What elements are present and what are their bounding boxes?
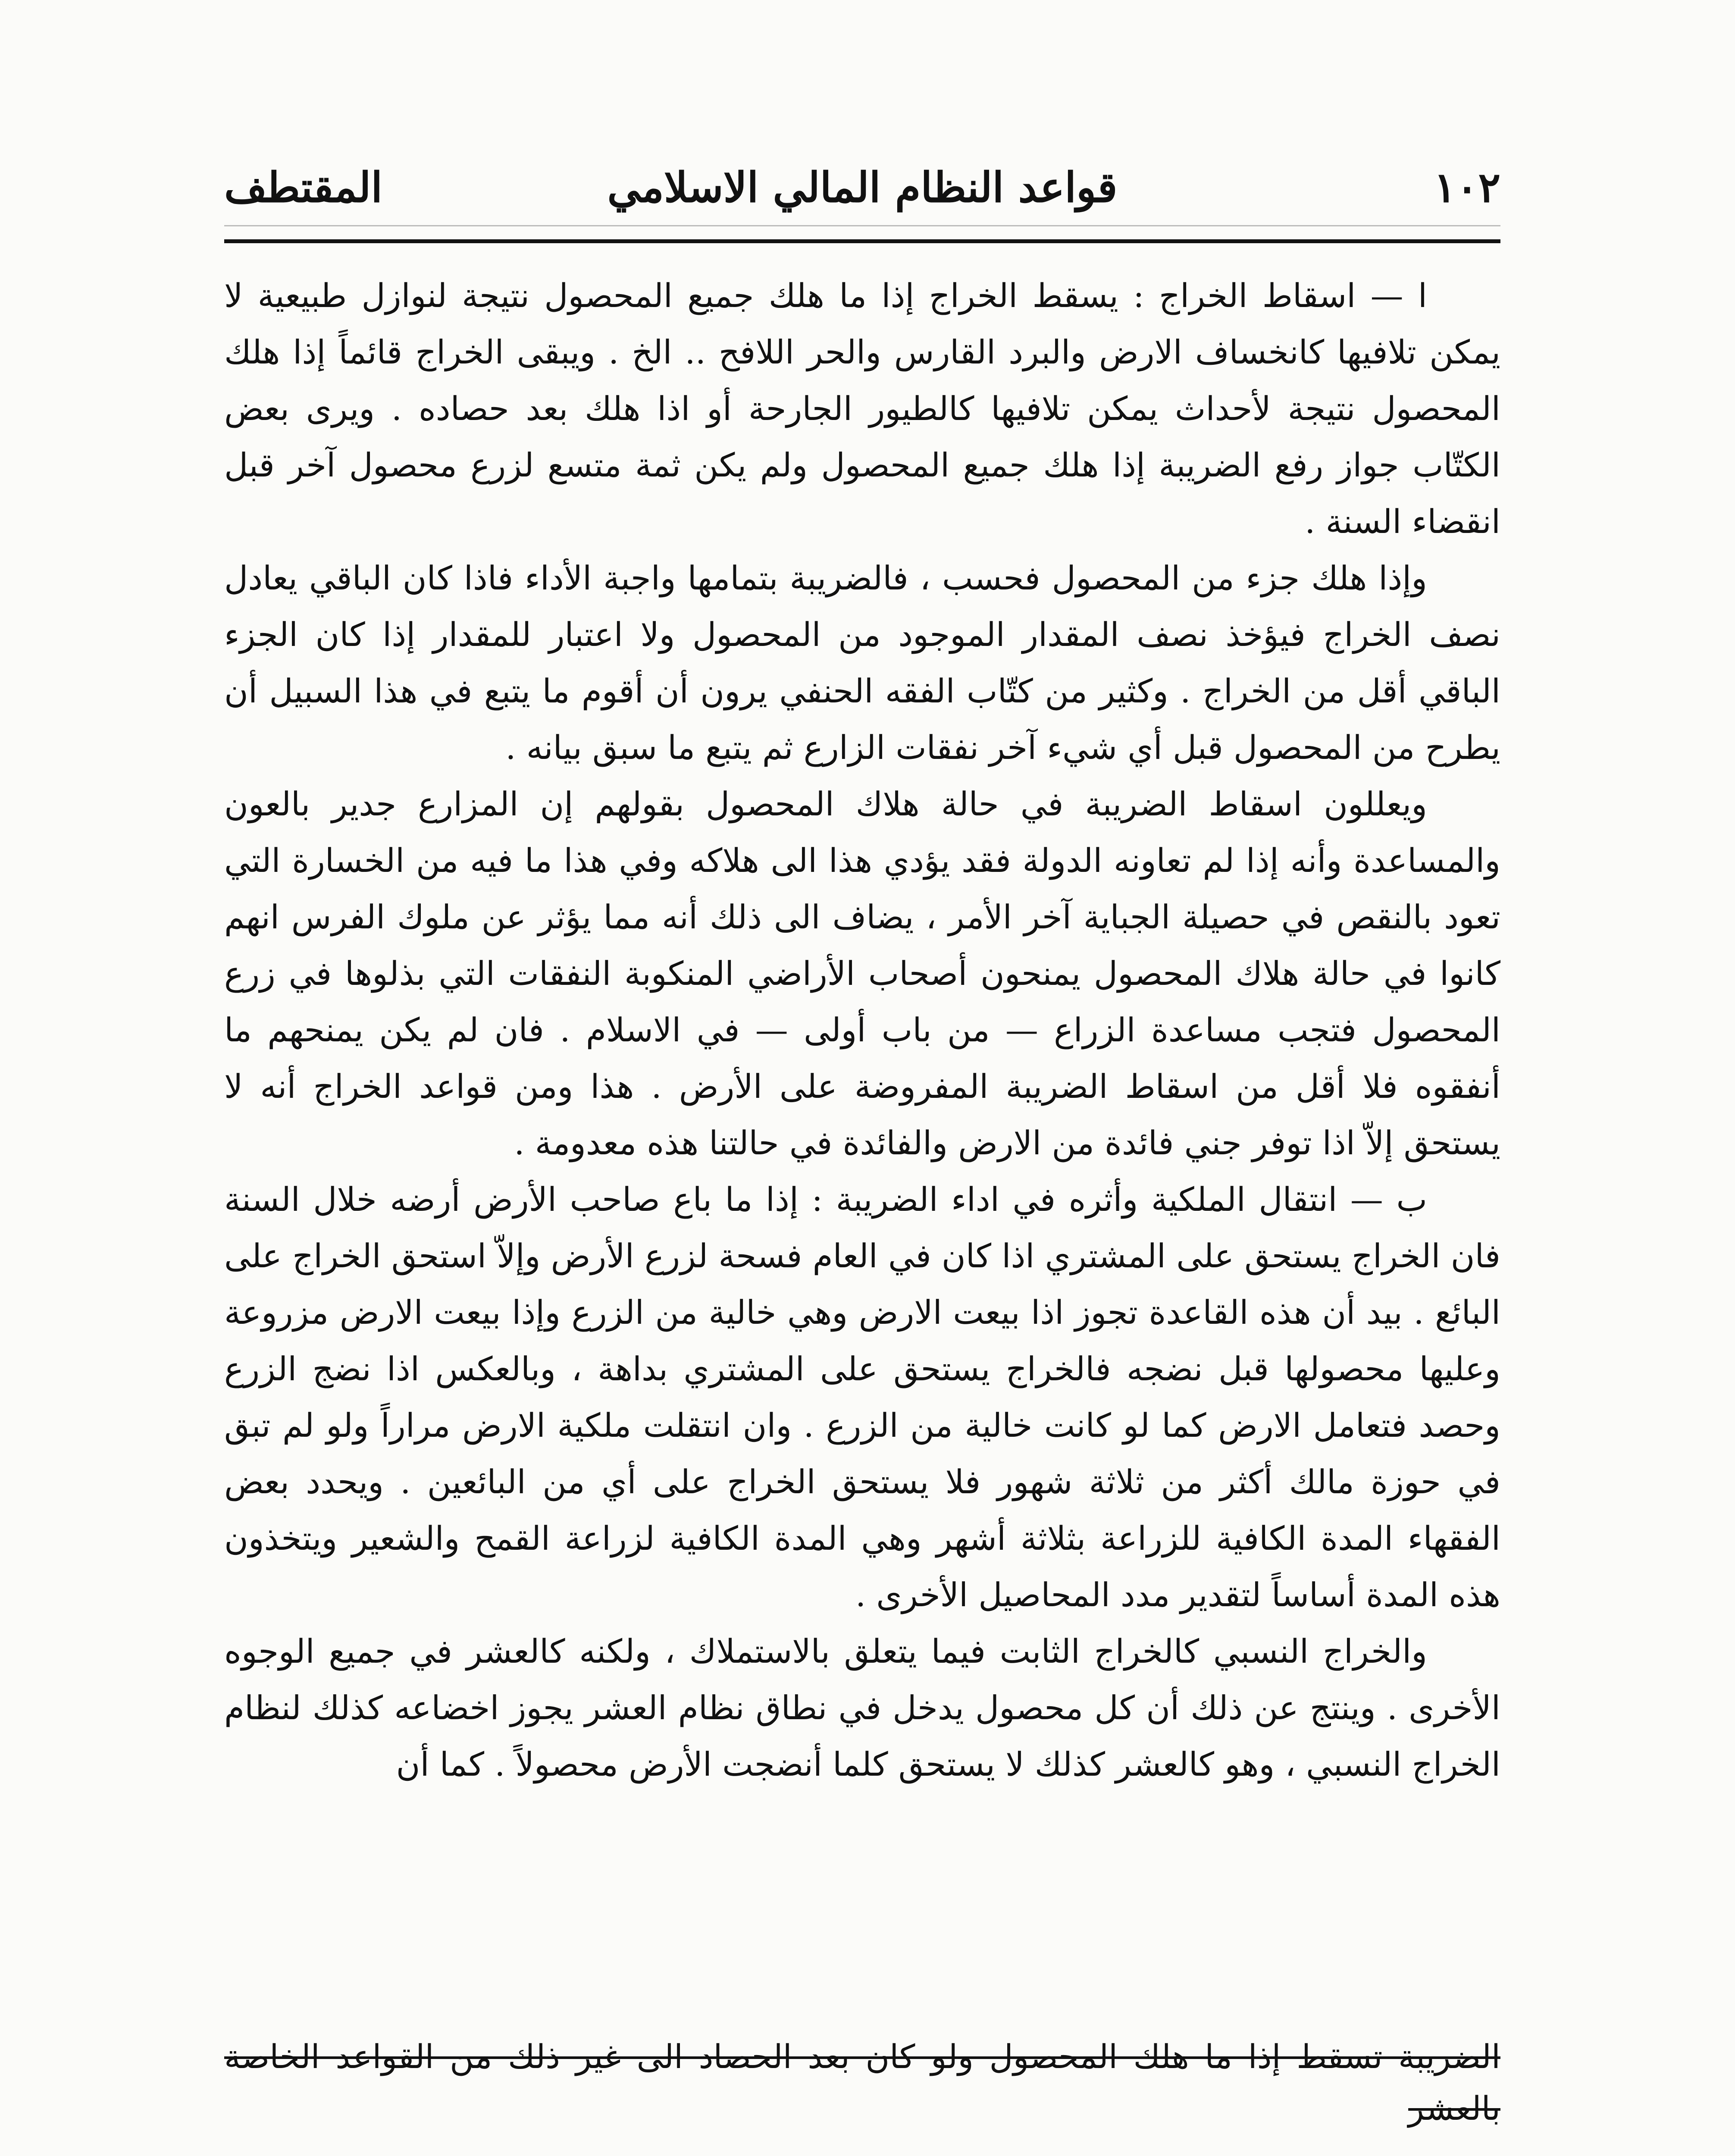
journal-name: المقتطف — [224, 163, 383, 212]
paragraph-partial-loss: وإذا هلك جزء من المحصول فحسب ، فالضريبة بتمامها واجبة الأداء فاذا كان الباقي يعادل نصف الخراج فيؤخذ نصف المقدار الموجود من المحصول ولا اعتبار للمقدار إذا كان الجزء الباقي أقل من الخراج . وكثير من كتّاب الفقه الحنفي يرون أن أقوم ما يتبع في هذا السبيل أن يطرح من المحصول قبل أي شيء آخر نفقات الزارع ثم يتبع ما سبق بيانه . — [224, 559, 1500, 767]
paragraph-ownership-transfer: ب — انتقال الملكية وأثره في اداء الضريبة : إذا ما باع صاحب الأرض أرضه خلال السنة فان الخراج يستحق على المشتري اذا كان في العام فسحة لزرع الأرض وإلاّ استحق الخراج على البائع . بيد أن هذه القاعدة تجوز اذا بيعت الارض وهي خالية من الزرع وإذا بيعت الارض مزروعة وعليها محصولها قبل نضجه فالخراج يستحق على المشتري بداهة ، وبالعكس اذا نضج الزرع وحصد فتعامل الارض كما لو كانت خالية من الزرع . وان انتقلت ملكية الارض مراراً ولو لم تبق في حوزة مالك أكثر من ثلاثة شهور فلا يستحق الخراج على أي من البائعين . ويحدد بعض الفقهاء المدة الكافية للزراعة بثلاثة أشهر وهي المدة الكافية لزراعة القمح والشعير ويتخذون هذه المدة أساساً لتقدير مدد المحاصيل الأخرى . — [224, 1180, 1500, 1614]
paragraph-justification: ويعللون اسقاط الضريبة في حالة هلاك المحصول بقولهم إن المزارع جدير بالعون والمساعدة وأنه إذا لم تعاونه الدولة فقد يؤدي هذا الى هلاكه وفي هذا ما فيه من الخسارة التي تعود بالنقص في حصيلة الجباية آخر الأمر ، يضاف الى ذلك أنه مما يؤثر عن ملوك الفرس انهم كانوا في حالة هلاك المحصول يمنحون أصحاب الأراضي المنكوبة النفقات التي بذلوها في زرع المحصول فتجب مساعدة الزراع — من باب أولى — في الاسلام . فان لم يكن يمنحهم ما أنفقوه فلا أقل من اسقاط الضريبة المفروضة على الأرض . هذا ومن قواعد الخراج أنه لا يستحق إلاّ اذا توفر جني فائدة من الارض والفائدة في حالتنا هذه معدومة . — [224, 785, 1500, 1162]
page-header — [224, 155, 1500, 229]
header-rule — [224, 239, 1500, 243]
paragraph-kharaj-remission: ا — اسقاط الخراج : يسقط الخراج إذا ما هلك جميع المحصول نتيجة لنوازل طبيعية لا يمكن تلافيها كانخساف الارض والبرد القارس والحر اللافح .. الخ . ويبقى الخراج قائماً إذا هلك المحصول نتيجة لأحداث يمكن تلافيها كالطيور الجارحة أو اذا هلك بعد حصاده . ويرى بعض الكتّاب جواز رفع الضريبة إذا هلك جميع المحصول ولم يكن ثمة متسع لزرع محصول آخر قبل انقضاء السنة . — [224, 276, 1500, 541]
body-text — [224, 267, 1500, 1792]
struck-footer-line: الضريبة تسقط إذا ما هلك المحصول ولو كان بعد الحصاد الى غير ذلك من القواعد الخاصة بالعشر — [224, 2037, 1500, 2128]
header-rule-thin — [224, 225, 1500, 226]
paragraph-proportional-kharaj: والخراج النسبي كالخراج الثابت فيما يتعلق بالاستملاك ، ولكنه كالعشر في جميع الوجوه الأخرى . وينتج عن ذلك أن كل محصول يدخل في نطاق نظام العشر يجوز اخضاعه كذلك لنظام الخراج النسبي ، وهو كالعشر كذلك لا يستحق كلما أنضجت الأرض محصولاً . كما أن — [224, 1632, 1500, 1783]
page-number: ١٠٢ — [1434, 163, 1500, 212]
running-title: قواعد النظام المالي الاسلامي — [607, 163, 1118, 212]
